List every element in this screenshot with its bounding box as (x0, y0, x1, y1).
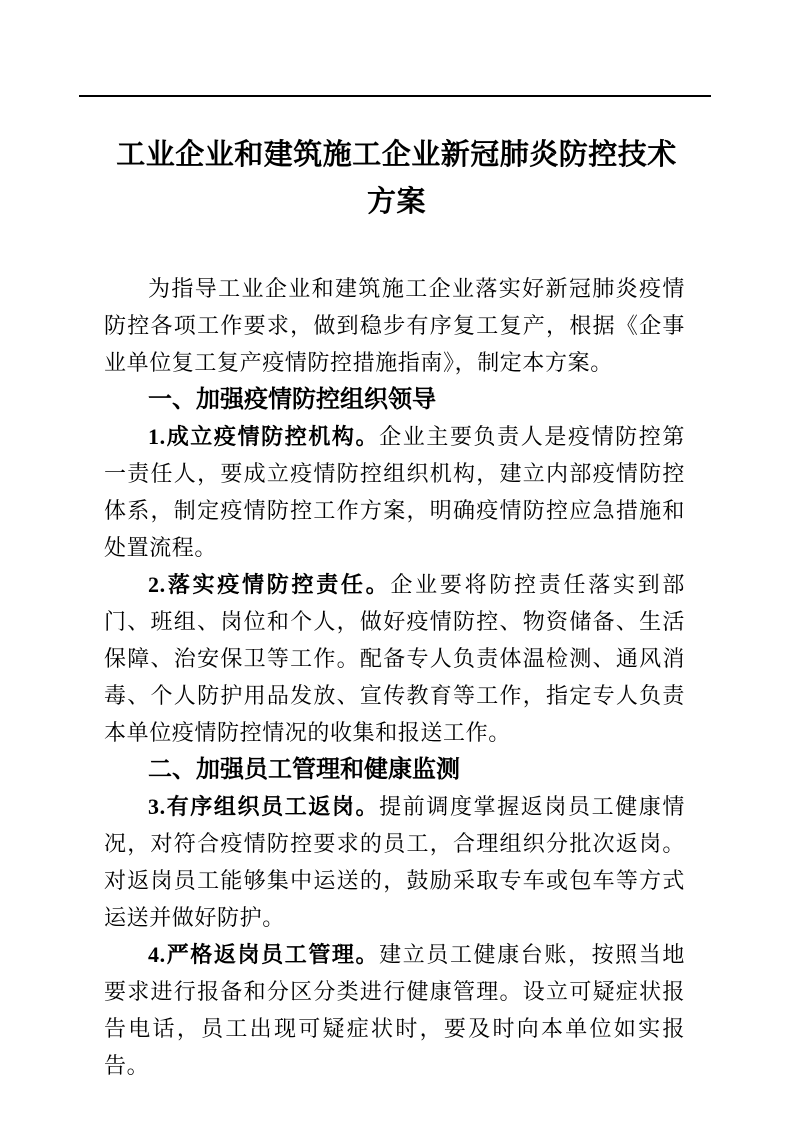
numbered-paragraph-1-lead: 1.成立疫情防控机构。 (148, 424, 380, 449)
section-heading-1: 一、加强疫情防控组织领导 (148, 386, 436, 413)
numbered-paragraph-1-text: 企业主要负责人是疫情防控第一责任人，要成立疫情防控组织机构，建立内部疫情防控体系，制定疫情防控工作方案，明确疫情防控应急措施和处置流程。 (104, 424, 685, 560)
numbered-paragraph-3-lead: 3.有序组织员工返岗。 (148, 794, 380, 819)
numbered-paragraph-3-text: 提前调度掌握返岗员工健康情况，对符合疫情防控要求的员工，合理组织分批次返岗。对返岗员工能够集中运送的，鼓励采取专车或包车等方式运送并做好防护。 (104, 794, 685, 930)
section-heading-2: 二、加强员工管理和健康监测 (148, 756, 460, 783)
numbered-paragraph-1 (104, 418, 685, 566)
document-title: 工业企业和建筑施工企业新冠肺炎防控技术方案 (116, 139, 677, 218)
numbered-paragraph-2-text: 企业要将防控责任落实到部门、班组、岗位和个人，做好疫情防控、物资储备、生活保障、治安保卫等工作。配备专人负责体温检测、通风消毒、个人防护用品发放、宣传教育等工作，指定专人负责本单位疫情防控情况的收集和报送工作。 (104, 572, 685, 745)
numbered-paragraph-2-lead: 2.落实疫情防控责任。 (148, 572, 391, 597)
numbered-paragraph-4 (104, 936, 685, 1084)
numbered-paragraph-4-lead: 4.严格返岗员工管理。 (148, 942, 380, 967)
numbered-paragraph-4-text: 建立员工健康台账，按照当地要求进行报备和分区分类进行健康管理。设立可疑症状报告电话，员工出现可疑症状时，要及时向本单位如实报告。 (104, 942, 685, 1078)
header-rule (79, 95, 711, 97)
numbered-paragraph-2 (104, 566, 685, 751)
numbered-paragraph-3 (104, 788, 685, 936)
document-body (104, 270, 685, 1084)
intro-paragraph: 为指导工业企业和建筑施工企业落实好新冠肺炎疫情防控各项工作要求，做到稳步有序复工复产，根据《企事业单位复工复产疫情防控措施指南》，制定本方案。 (104, 276, 685, 375)
